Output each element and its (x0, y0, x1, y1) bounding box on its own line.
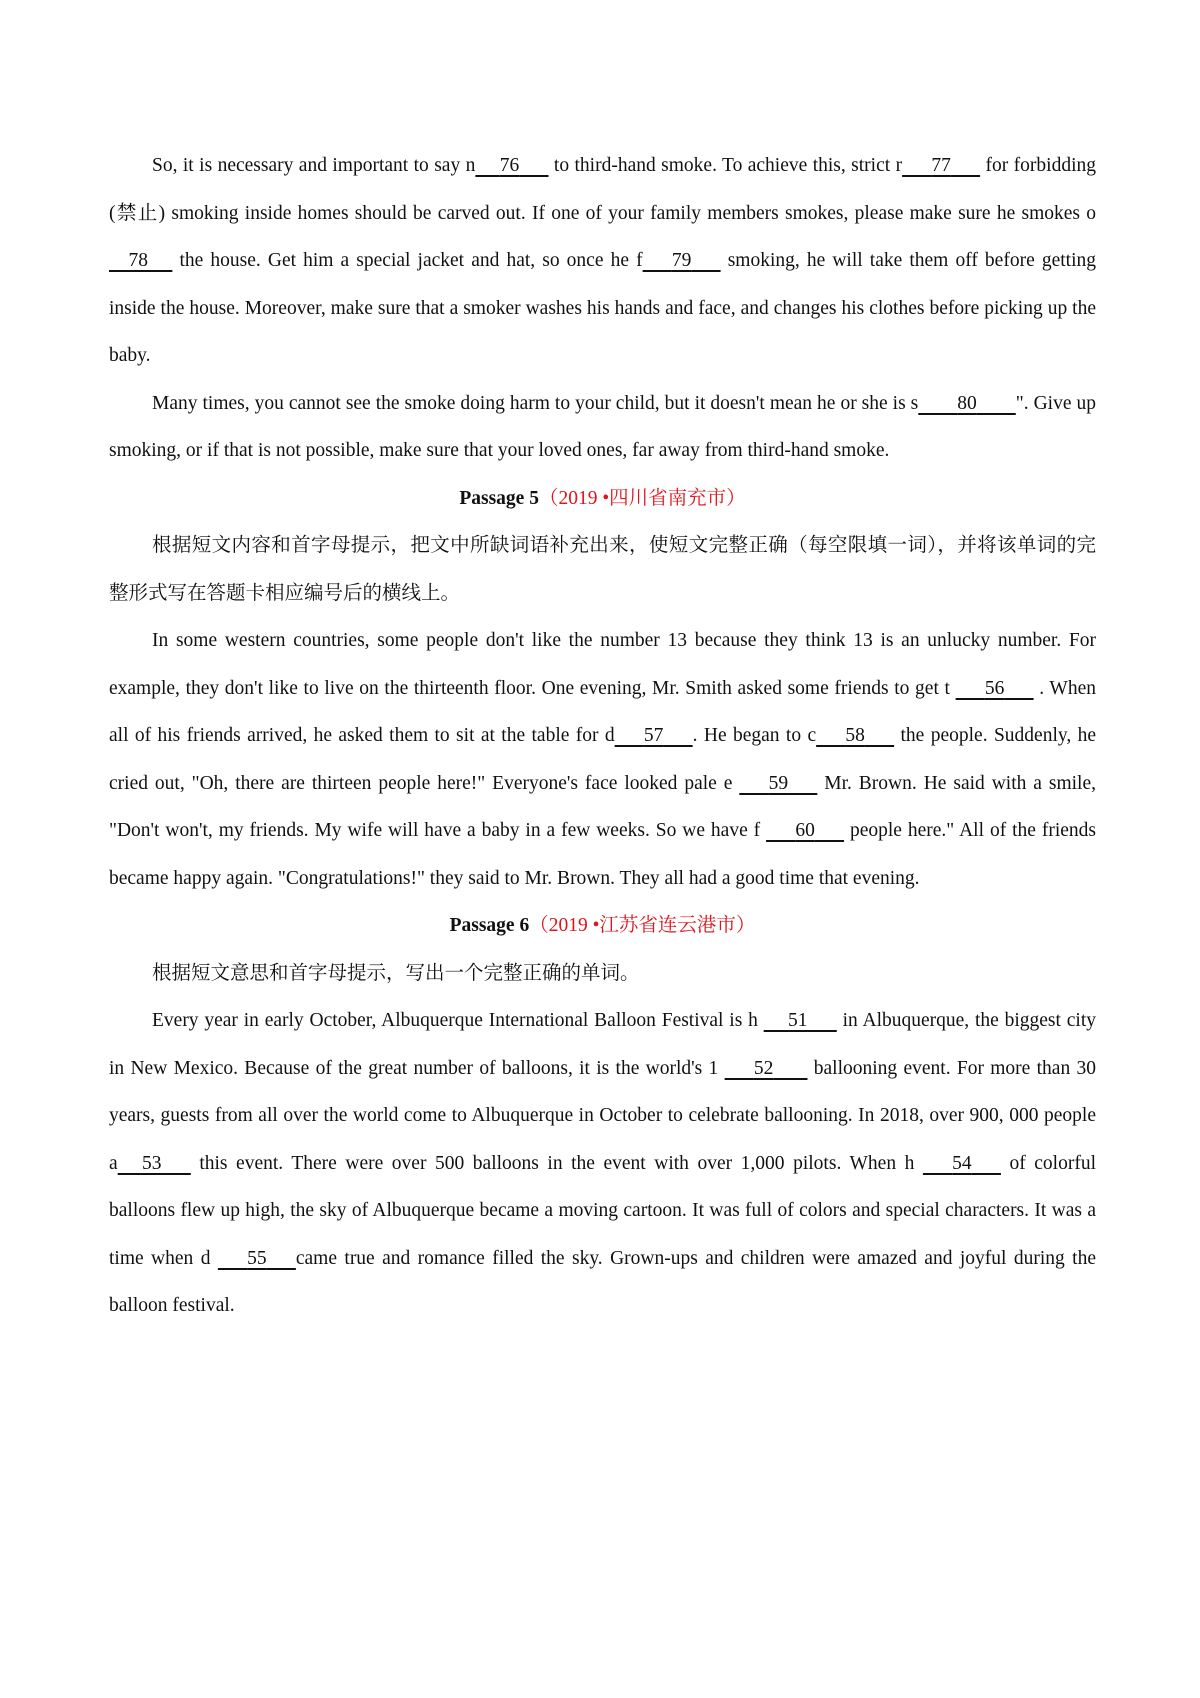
passage6-source: （2019 •江苏省连云港市） (529, 915, 756, 936)
blank-number: 60 (795, 820, 815, 841)
text-segment: this event. There were over 500 balloons in the event with over 1,000 pilots. When h (190, 1152, 923, 1174)
text-segment: So, it is necessary and important to say n (152, 155, 476, 176)
text-segment: Every year in early October, Albuquerque International Balloon Festival is h (152, 1010, 764, 1031)
passage5-title (109, 475, 1096, 523)
passage5-paragraph (109, 617, 1096, 902)
text-segment: . He began to c (692, 725, 817, 746)
text-segment: the house. Get him a special jacket and hat, so once he f (172, 250, 643, 271)
blank-53[interactable] (118, 1140, 191, 1188)
text-segment: in Albuquerque, the biggest city in New Mexico. Because of the great number of balloons, it is the world's 1 (109, 1010, 1096, 1079)
blank-number: 80 (957, 392, 977, 414)
blank-57[interactable] (615, 712, 693, 760)
text-segment: Mr. Brown. He said with a smile, "Don't won't, my friends. My wife will have a baby in a few weeks. So we have f (109, 772, 1096, 841)
blank-77[interactable] (902, 142, 980, 190)
text-segment: ballooning event. For more than 30 years, guests from all over the world come to Albuquerque in October to celebrate ballooning. In 2018, over 900, 000 people a (109, 1057, 1096, 1174)
passage6-instruction: 根据短文意思和首字母提示，写出一个完整正确的单词。 (152, 962, 640, 984)
blank-number: 57 (643, 725, 664, 746)
blank-56[interactable] (956, 665, 1034, 713)
blank-number: 79 (671, 250, 692, 271)
text-segment: the people. Suddenly, he cried out, "Oh, there are thirteen people here!" Everyone's face looked pale e (109, 725, 1096, 794)
text-segment: for forbidding (禁止) smoking inside homes should be carved out. If one of your family members smokes, please make sure he smokes o (109, 155, 1096, 224)
blank-51[interactable] (764, 997, 837, 1045)
passage5-source: （2019 •四川省南充市） (538, 487, 746, 509)
blank-number: 53 (142, 1152, 162, 1174)
blank-number: 76 (499, 155, 520, 176)
blank-number: 59 (768, 772, 789, 794)
blank-59[interactable] (739, 760, 817, 808)
blank-78[interactable] (109, 237, 172, 285)
blank-number: 54 (952, 1152, 972, 1174)
blank-52[interactable] (725, 1045, 808, 1093)
blank-number: 52 (753, 1057, 774, 1079)
blank-76[interactable] (475, 142, 548, 190)
text-segment: smoking, he will take them off before getting inside the house. Moreover, make sure that a smoker washes his hands and face, and changes his clothes before picking up the baby. (109, 250, 1096, 366)
blank-number: 56 (984, 677, 1005, 699)
passage6-title (109, 902, 1096, 950)
text-segment: Many times, you cannot see the smoke doing harm to your child, but it doesn't mean he or she is s (152, 392, 919, 414)
blank-54[interactable] (923, 1140, 1001, 1188)
text-segment: came true and romance filled the sky. Grown-ups and children were amazed and joyful during the balloon festival. (109, 1247, 1096, 1316)
text-segment: ". Give up smoking, or if that is not possible, make sure that your loved ones, far away from third-hand smoke. (109, 392, 1096, 461)
blank-number: 51 (788, 1010, 808, 1031)
passage6-title-text: Passage 6 (449, 915, 530, 936)
blank-80[interactable] (918, 380, 1016, 428)
text-segment: people here." All of the friends became happy again. "Congratulations!" they said to Mr. Brown. They all had a good time that evening. (109, 820, 1096, 889)
text-segment: of colorful balloons flew up high, the sky of Albuquerque became a moving cartoon. It was full of colors and special characters. It was a time when d (109, 1152, 1096, 1269)
blank-number: 58 (845, 725, 865, 746)
text-segment: In some western countries, some people don't like the number 13 because they think 13 is an unlucky number. For example, they don't like to live on the thirteenth floor. One evening, Mr. Smith asked some friends to get t (109, 630, 1096, 699)
blank-number: 78 (128, 250, 148, 271)
blank-number: 55 (247, 1247, 267, 1269)
passage5-instruction: 根据短文内容和首字母提示，把文中所缺词语补充出来，使短文完整正确（每空限填一词），并将该单词的完整形式写在答题卡相应编号后的横线上。 (109, 535, 1096, 604)
passage4-paragraph-1 (109, 142, 1096, 380)
text-segment: . When all of his friends arrived, he asked them to sit at the table for d (109, 677, 1096, 746)
text-segment: to third-hand smoke. To achieve this, strict r (548, 155, 903, 176)
blank-number: 77 (931, 155, 951, 176)
blank-58[interactable] (816, 712, 894, 760)
passage5-title-text: Passage 5 (459, 487, 539, 509)
blank-60[interactable] (766, 807, 844, 855)
blank-55[interactable] (218, 1235, 296, 1283)
passage4-paragraph-2 (109, 380, 1096, 475)
blank-79[interactable] (643, 237, 721, 285)
passage6-paragraph (109, 997, 1096, 1330)
